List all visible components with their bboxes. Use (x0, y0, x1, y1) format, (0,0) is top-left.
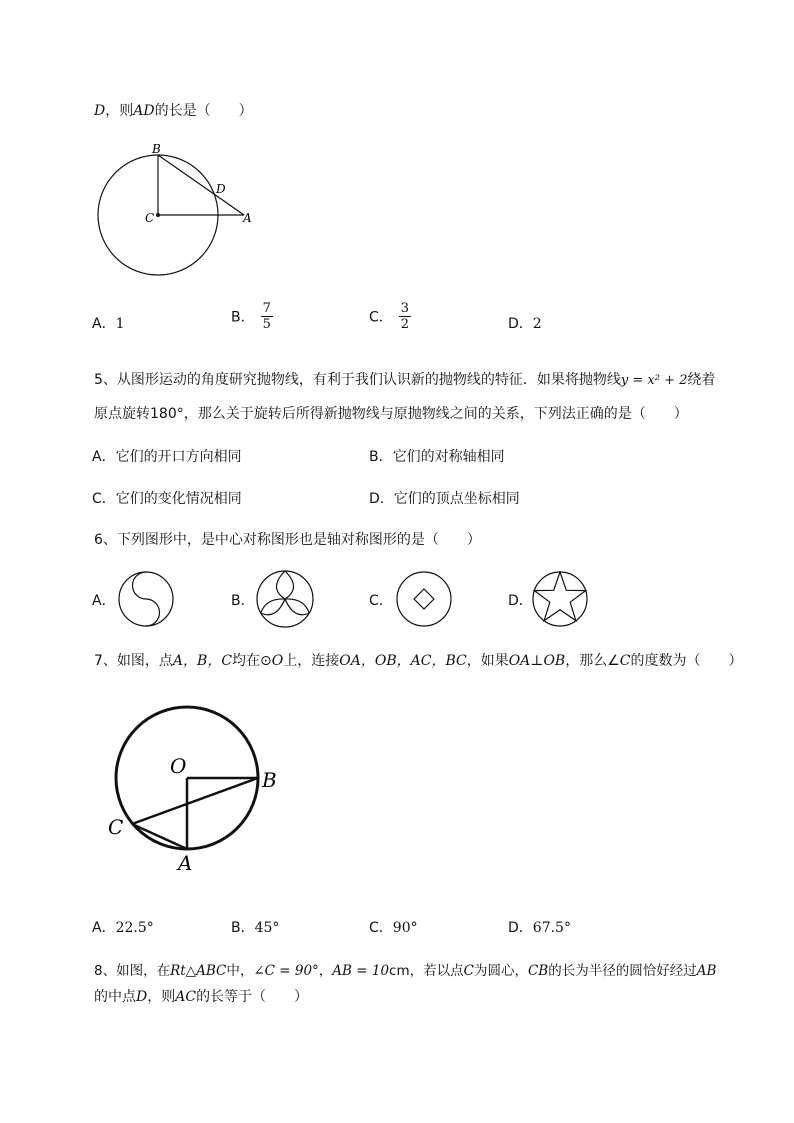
q4-option-d[interactable]: D．2 (508, 316, 542, 332)
label-o: O (170, 754, 187, 778)
three-petal-circle-icon[interactable] (254, 568, 316, 630)
q6-option-b-label[interactable]: B． (231, 593, 255, 609)
label-a: A (243, 211, 252, 225)
q6-option-c-label[interactable]: C． (369, 593, 393, 609)
label-c: C (145, 211, 155, 225)
q7-option-d[interactable]: D．67.5° (508, 920, 571, 936)
label-d: D (216, 182, 226, 196)
q5-option-b[interactable]: B．它们的对称轴相同 (369, 449, 505, 465)
q4-option-a[interactable]: A．1 (92, 316, 125, 332)
q5-stem-line2: 原点旋转180°，那么关于旋转后所得新抛物线与原抛物线之间的关系，下列法正确的是（ ） (94, 406, 688, 422)
q5-option-d[interactable]: D．它们的顶点坐标相同 (369, 491, 520, 507)
yin-yang-circle-icon[interactable] (116, 569, 176, 629)
q8-stem-line1: 8、如图，在Rt△ABC中，∠C = 90°，AB = 10cm，若以点C为圆心，CB的长为半径的圆恰好经过AB (94, 963, 717, 979)
label-b: B (152, 142, 161, 156)
q7-circle-figure (100, 690, 300, 875)
label-c: C (108, 815, 124, 839)
fraction: $\frac{3}{2}$ (400, 301, 410, 332)
q5-stem-line1: 5、从图形运动的角度研究抛物线，有利于我们认识新的抛物线的特征．如果将抛物线y = x² + 2绕着 (94, 372, 716, 388)
label-b: B (262, 768, 277, 792)
fraction: $\frac{7}{5}$ (262, 301, 271, 332)
formula: y = x² + 2 (620, 373, 688, 388)
q7-option-c[interactable]: C．90° (369, 920, 418, 936)
q7-option-a[interactable]: A．22.5° (92, 920, 154, 936)
q4-option-c[interactable]: C． $\frac{3}{2}$ (369, 301, 410, 332)
q6-stem: 6、下列图形中，是中心对称图形也是轴对称图形的是（ ） (94, 532, 481, 548)
q6-option-d-label[interactable]: D． (508, 593, 533, 609)
q4-circle-figure (90, 140, 290, 290)
q7-stem: 7、如图，点A，B，C均在⊙O上，连接OA，OB，AC，BC，如果OA⊥OB，那么∠C的度数为（ ） (94, 653, 743, 669)
q6-option-a-label[interactable]: A． (92, 593, 116, 609)
q5-option-c[interactable]: C．它们的变化情况相同 (92, 491, 242, 507)
q5-option-a[interactable]: A．它们的开口方向相同 (92, 449, 242, 465)
q4-option-b[interactable]: B． $\frac{7}{5}$ (231, 301, 271, 332)
q7-option-b[interactable]: B．45° (231, 920, 280, 936)
star-in-circle-icon[interactable] (530, 569, 590, 629)
point-d-label: D (94, 103, 106, 119)
q8-stem-line2: 的中点D，则AC的长等于（ ） (94, 989, 309, 1005)
label-a: A (178, 851, 193, 875)
circle-with-diamond-icon[interactable] (394, 569, 454, 629)
q4-stem-tail: D，则AD的长是（ ） (94, 103, 253, 119)
